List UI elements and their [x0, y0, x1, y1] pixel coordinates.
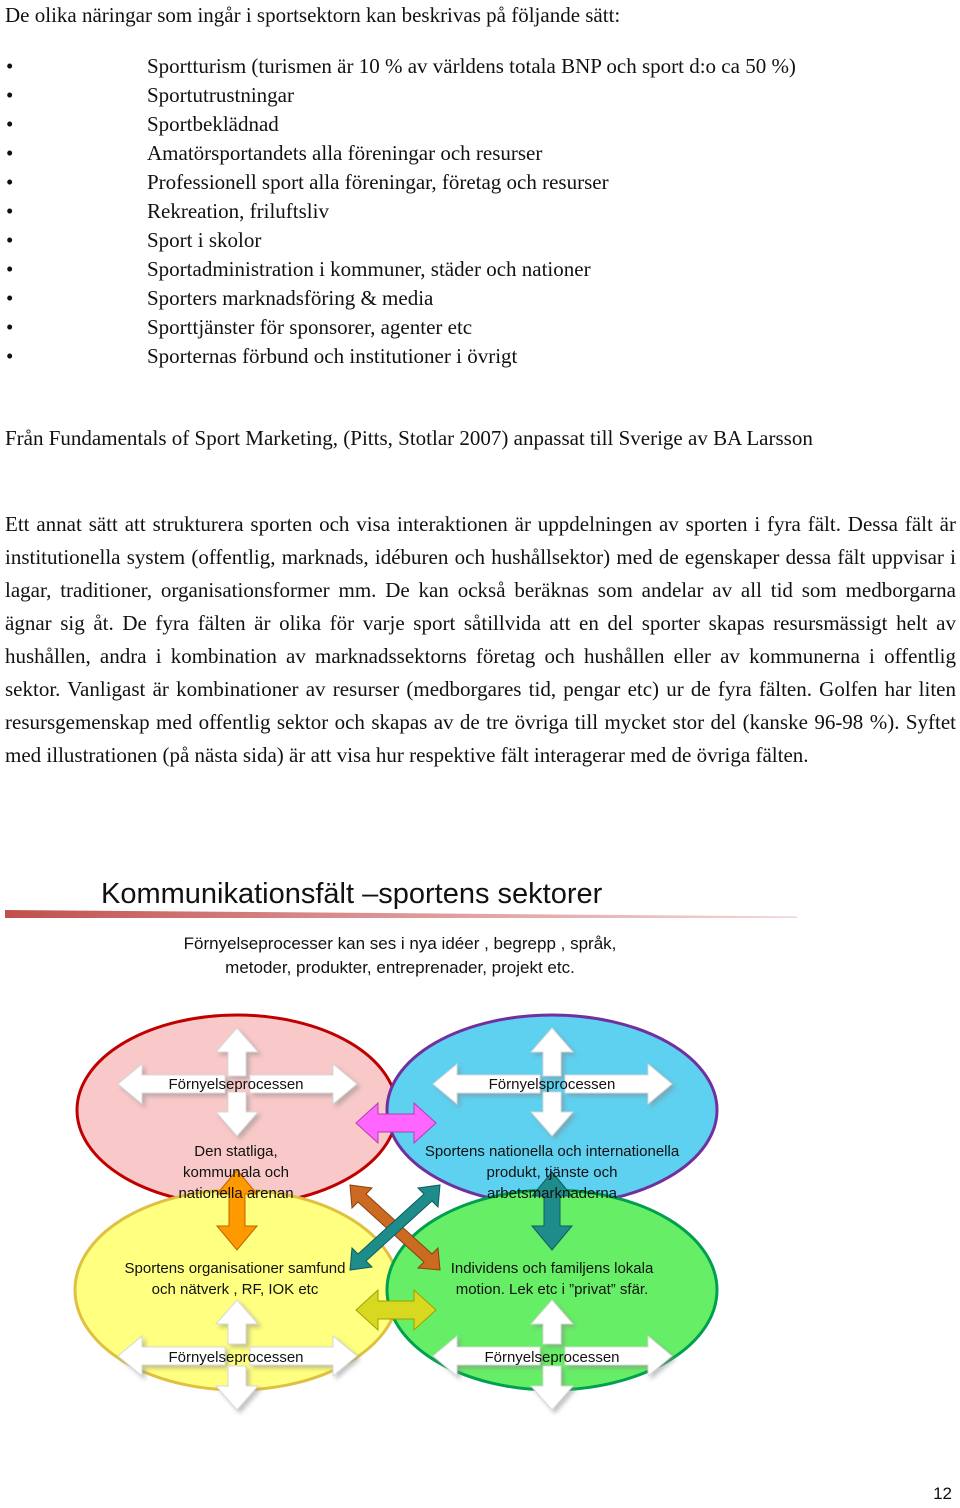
intro-text: De olika näringar som ingår i sportsektorn kan beskrivas på följande sätt:	[5, 3, 621, 27]
tr-label-line3: arbetsmarknaderna	[486, 1185, 618, 1202]
bullet-icon: •	[6, 257, 14, 281]
diagram-title: Kommunikationsfält –sportens sektorer	[101, 878, 603, 910]
list-item: • Rekreation, friluftsliv	[0, 197, 960, 226]
bullet-icon: •	[6, 83, 14, 107]
list-item: • Sportadministration i kommuner, städer och nationer	[0, 255, 960, 284]
tl-label-line1: Den statliga,	[194, 1143, 278, 1160]
tr-label-line1: Sportens nationella och internationella	[424, 1143, 680, 1160]
tr-process-label: Förnyelsprocessen	[488, 1076, 616, 1093]
list-item: • Professionell sport alla föreningar, företag och resurser	[0, 168, 960, 197]
sector-diagram	[0, 1000, 960, 1470]
bullet-icon: •	[6, 315, 14, 339]
br-label-line2: motion. Lek etc i ”privat” sfär.	[455, 1281, 649, 1298]
list-item: • Sportbeklädnad	[0, 110, 960, 139]
bullet-icon: •	[6, 170, 14, 194]
bullet-icon: •	[6, 199, 14, 223]
br-label-line1: Individens och familjens lokala	[450, 1260, 654, 1277]
tl-label-line3: nationella arenan	[178, 1185, 294, 1202]
sector-list	[0, 52, 960, 371]
list-item: • Sporttjänster för sponsorer, agenter etc	[0, 313, 960, 342]
bullet-icon: •	[6, 54, 14, 78]
bullet-icon: •	[6, 112, 14, 136]
body-paragraph: Ett annat sätt att strukturera sporten och visa interaktionen är uppdelningen av sporten i fyra fält. Dessa fält är institutionella system (offentlig, marknads, idéburen och hushållsektor) med de egenskaper dessa fält uppvisar i lagar, traditioner, organisationsformer mm. De kan också beräknas som andelar av all tid som medborgarna ägnar sig åt. De fyra fälten är olika för varje sport såtillvida att en del sporter skapas resursmässigt helt av hushållen, andra i kombination av marknadssektorns företag och hushållen eller av kommunerna i offentlig sektor. Vanligast är kombinationer av resurser (medborgares tid, pengar etc) ur de fyra fälten. Golfen har liten resursgemenskap med offentlig sektor och skapas av de tre övriga till mycket stor del (kanske 96-98 %). Syftet med illustrationen (på nästa sida) är att visa hur respektive fält interagerar med de övriga fälten.	[5, 512, 956, 767]
list-item: • Amatörsportandets alla föreningar och resurser	[0, 139, 960, 168]
tr-label-line2: produkt, tjänste och	[486, 1164, 618, 1181]
bl-label-line2: och nätverk , RF, IOK etc	[151, 1281, 319, 1298]
bullet-icon: •	[6, 344, 14, 368]
bullet-icon: •	[6, 228, 14, 252]
br-process-label: Förnyelseprocessen	[484, 1349, 620, 1366]
list-item: • Sporters marknadsföring & media	[0, 284, 960, 313]
list-item: • Sport i skolor	[0, 226, 960, 255]
bl-process-label: Förnyelseprocessen	[168, 1349, 304, 1366]
diagram-subtitle: Förnyelseprocesser kan ses i nya idéer , begrepp , språk, metoder, produkter, entreprenader, projekt etc.	[183, 934, 617, 977]
bullet-icon: •	[6, 141, 14, 165]
page-number: 12	[933, 1484, 952, 1503]
list-item: • Sporternas förbund och institutioner i övrigt	[0, 342, 960, 371]
bl-label-line1: Sportens organisationer samfund	[124, 1260, 346, 1277]
bullet-icon: •	[6, 286, 14, 310]
list-item: • Sportutrustningar	[0, 81, 960, 110]
tl-process-label: Förnyelseprocessen	[168, 1076, 304, 1093]
source-paragraph: Från Fundamentals of Sport Marketing, (Pitts, Stotlar 2007) anpassat till Sverige av BA Larsson	[5, 426, 813, 450]
tl-label-line2: kommunala och	[183, 1164, 289, 1181]
list-item: • Sportturism (turismen är 10 % av världens totala BNP och sport d:o ca 50 %)	[0, 52, 960, 81]
